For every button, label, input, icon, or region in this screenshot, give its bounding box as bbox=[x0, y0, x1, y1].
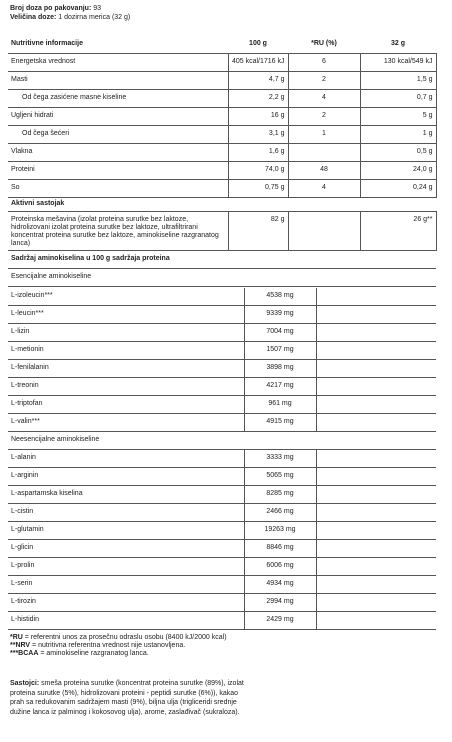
amino-acid-name: L-izoleucin*** bbox=[8, 288, 244, 306]
amino-acid-row bbox=[8, 288, 436, 306]
ingredients bbox=[10, 679, 250, 717]
amino-acid-row bbox=[8, 414, 436, 432]
nutrition-table bbox=[8, 36, 437, 287]
amino-acid-empty-cell bbox=[316, 378, 436, 396]
nutrient-32g-value: 1 g bbox=[360, 126, 436, 144]
footnote-ru-text: = referentni unos za prosečnu odraslu osobu (8400 kJ/2000 kcal) bbox=[22, 634, 227, 641]
amino-acid-value: 2994 mg bbox=[244, 594, 316, 612]
amino-acid-empty-cell bbox=[316, 576, 436, 594]
footnote-nrv bbox=[10, 642, 310, 650]
amino-acid-name: L-lizin bbox=[8, 324, 244, 342]
nutrient-32g-value: 1,5 g bbox=[360, 72, 436, 90]
serving-info bbox=[10, 5, 430, 23]
servings-value: 93 bbox=[93, 5, 102, 12]
active-ingredient-label: Proteinska mešavina (izolat proteina surutke bez laktoze, hidrolizovani izolat proteina surutke bez laktoze, ultrafiltrirani koncentrat proteina surutke bez laktoze, aminokiseline razgranatog lanca) bbox=[8, 212, 228, 251]
footnote-bcaa bbox=[10, 650, 310, 658]
amino-acid-name: L-alanin bbox=[8, 450, 244, 468]
nutrient-label: Vlakna bbox=[8, 144, 228, 162]
amino-acid-value: 19263 mg bbox=[244, 522, 316, 540]
amino-acid-value: 1507 mg bbox=[244, 342, 316, 360]
nutrient-ru-value: 4 bbox=[288, 90, 360, 108]
amino-acid-value: 6006 mg bbox=[244, 558, 316, 576]
amino-acid-name: L-glutamin bbox=[8, 522, 244, 540]
serving-size-label: Veličina doze: bbox=[10, 14, 57, 21]
footnote-nrv-key: **NRV bbox=[10, 642, 31, 649]
nutrient-label: Od čega zasićene masne kiseline bbox=[8, 90, 228, 108]
amino-content-header-row bbox=[8, 251, 436, 269]
nutrient-100g-value: 74,0 g bbox=[228, 162, 288, 180]
nutrition-header-row bbox=[8, 36, 436, 54]
amino-acid-value: 4217 mg bbox=[244, 378, 316, 396]
amino-acid-empty-cell bbox=[316, 540, 436, 558]
amino-acid-value: 4934 mg bbox=[244, 576, 316, 594]
amino-acid-row bbox=[8, 558, 436, 576]
amino-acid-row bbox=[8, 324, 436, 342]
nonessential-group-row bbox=[8, 432, 436, 450]
amino-acid-empty-cell bbox=[316, 468, 436, 486]
amino-acid-value: 3333 mg bbox=[244, 450, 316, 468]
amino-content-header: Sadržaj aminokiselina u 100 g sadržaja proteina bbox=[8, 251, 436, 269]
amino-acid-row bbox=[8, 306, 436, 324]
amino-acid-name: L-triptofan bbox=[8, 396, 244, 414]
nutrient-32g-value: 0,7 g bbox=[360, 90, 436, 108]
amino-acid-empty-cell bbox=[316, 306, 436, 324]
nutrient-32g-value: 24,0 g bbox=[360, 162, 436, 180]
active-ingredient-100g: 82 g bbox=[228, 212, 288, 251]
amino-acid-table bbox=[8, 288, 436, 630]
amino-acid-value: 4915 mg bbox=[244, 414, 316, 432]
amino-acid-name: L-leucin*** bbox=[8, 306, 244, 324]
serving-size-value: 1 dozirna merica (32 g) bbox=[58, 14, 131, 21]
footnote-ru-key: *RU bbox=[10, 634, 23, 641]
amino-acid-row bbox=[8, 486, 436, 504]
amino-acid-row bbox=[8, 576, 436, 594]
amino-acid-value: 961 mg bbox=[244, 396, 316, 414]
amino-acid-empty-cell bbox=[316, 504, 436, 522]
nutrient-32g-value: 0,24 g bbox=[360, 180, 436, 198]
serving-size bbox=[10, 14, 430, 23]
amino-acid-value: 2466 mg bbox=[244, 504, 316, 522]
amino-acid-name: L-prolin bbox=[8, 558, 244, 576]
nutrition-row bbox=[8, 72, 436, 90]
nonessential-group-header: Neesencijalne aminokiseline bbox=[8, 432, 436, 450]
nutrition-row bbox=[8, 144, 436, 162]
amino-acid-empty-cell bbox=[316, 396, 436, 414]
amino-acid-name: L-treonin bbox=[8, 378, 244, 396]
nutrient-ru-value: 2 bbox=[288, 72, 360, 90]
amino-acid-row bbox=[8, 612, 436, 630]
essential-group-header: Esencijalne aminokiseline bbox=[8, 269, 436, 287]
amino-acid-row bbox=[8, 378, 436, 396]
nutrition-row bbox=[8, 180, 436, 198]
amino-acid-row bbox=[8, 342, 436, 360]
active-ingredient-32g: 26 g** bbox=[360, 212, 436, 251]
nutrient-label: Masti bbox=[8, 72, 228, 90]
nutrient-32g-value: 0,5 g bbox=[360, 144, 436, 162]
amino-acid-empty-cell bbox=[316, 522, 436, 540]
amino-acid-row bbox=[8, 396, 436, 414]
nutrient-100g-value: 405 kcal/1716 kJ bbox=[228, 54, 288, 72]
amino-acid-name: L-metionin bbox=[8, 342, 244, 360]
essential-group-row bbox=[8, 269, 436, 287]
nutrient-ru-value: 6 bbox=[288, 54, 360, 72]
amino-acid-empty-cell bbox=[316, 486, 436, 504]
amino-acid-value: 3898 mg bbox=[244, 360, 316, 378]
amino-acid-row bbox=[8, 468, 436, 486]
footnote-nrv-text: = nutritivna referentna vrednost nije ustanovljena. bbox=[30, 642, 186, 649]
nutrition-row bbox=[8, 162, 436, 180]
amino-acid-name: L-arginin bbox=[8, 468, 244, 486]
footnote-ru bbox=[10, 634, 310, 642]
nutrition-header-label: Nutritivne informacije bbox=[8, 36, 228, 54]
amino-acid-empty-cell bbox=[316, 414, 436, 432]
nutrient-ru-value: 2 bbox=[288, 108, 360, 126]
nutrient-100g-value: 2,2 g bbox=[228, 90, 288, 108]
ingredients-text: smeša proteina surutke (koncentrat proteina surutke (89%), izolat proteina surutke (5%), hidrolizovani proteini - peptidi surutke (6%)), kakao prah sa redukovanim sadržajem masti (9%), biljna ulja (trigliceridi srednje dužine lanca iz palminog i kokosovog ulja), arome, zaslađivač (sukraloza). bbox=[10, 680, 244, 716]
amino-acid-row bbox=[8, 594, 436, 612]
amino-acid-value: 8285 mg bbox=[244, 486, 316, 504]
active-ingredient-ru bbox=[288, 212, 360, 251]
amino-acid-empty-cell bbox=[316, 288, 436, 306]
col-ru-header: *RU (%) bbox=[288, 36, 360, 54]
amino-acid-value: 7004 mg bbox=[244, 324, 316, 342]
amino-acid-row bbox=[8, 450, 436, 468]
amino-acid-value: 8846 mg bbox=[244, 540, 316, 558]
nutrient-label: Ugljeni hidrati bbox=[8, 108, 228, 126]
col-32g-header: 32 g bbox=[360, 36, 436, 54]
nutrient-100g-value: 3,1 g bbox=[228, 126, 288, 144]
active-ingredient-row bbox=[8, 212, 436, 251]
amino-acid-name: L-tirozin bbox=[8, 594, 244, 612]
amino-acid-row bbox=[8, 540, 436, 558]
nutrient-ru-value bbox=[288, 144, 360, 162]
amino-acid-name: L-histidin bbox=[8, 612, 244, 630]
amino-acid-empty-cell bbox=[316, 360, 436, 378]
nutrient-32g-value: 130 kcal/549 kJ bbox=[360, 54, 436, 72]
ingredients-label: Sastojci: bbox=[10, 680, 40, 687]
nutrient-ru-value: 4 bbox=[288, 180, 360, 198]
amino-acid-value: 9339 mg bbox=[244, 306, 316, 324]
amino-acid-row bbox=[8, 504, 436, 522]
amino-acid-name: L-serin bbox=[8, 576, 244, 594]
nutrient-ru-value: 48 bbox=[288, 162, 360, 180]
amino-acid-name: L-valin*** bbox=[8, 414, 244, 432]
amino-acid-name: L-cistin bbox=[8, 504, 244, 522]
nutrition-row bbox=[8, 54, 436, 72]
nutrient-label: Proteini bbox=[8, 162, 228, 180]
amino-acid-value: 5065 mg bbox=[244, 468, 316, 486]
amino-acid-name: L-glicin bbox=[8, 540, 244, 558]
nutrient-32g-value: 5 g bbox=[360, 108, 436, 126]
amino-acid-row bbox=[8, 522, 436, 540]
amino-acid-value: 2429 mg bbox=[244, 612, 316, 630]
col-100g-header: 100 g bbox=[228, 36, 288, 54]
nutrient-ru-value: 1 bbox=[288, 126, 360, 144]
footnote-bcaa-key: ***BCAA bbox=[10, 650, 39, 657]
amino-acid-empty-cell bbox=[316, 594, 436, 612]
nutrient-100g-value: 16 g bbox=[228, 108, 288, 126]
amino-acid-empty-cell bbox=[316, 558, 436, 576]
amino-acid-empty-cell bbox=[316, 450, 436, 468]
servings-label: Broj doza po pakovanju: bbox=[10, 5, 92, 12]
nutrient-label: Od čega šećeri bbox=[8, 126, 228, 144]
active-ingredient-header-row bbox=[8, 198, 436, 212]
footnote-bcaa-text: = aminokiseline razgranatog lanca. bbox=[38, 650, 149, 657]
nutrient-label: Energetska vrednost bbox=[8, 54, 228, 72]
nutrient-100g-value: 1,6 g bbox=[228, 144, 288, 162]
nutrition-row bbox=[8, 108, 436, 126]
amino-acid-empty-cell bbox=[316, 324, 436, 342]
nutrient-100g-value: 4,7 g bbox=[228, 72, 288, 90]
amino-acid-empty-cell bbox=[316, 612, 436, 630]
nutrient-100g-value: 0,75 g bbox=[228, 180, 288, 198]
amino-acid-empty-cell bbox=[316, 342, 436, 360]
nutrient-label: So bbox=[8, 180, 228, 198]
footnotes bbox=[10, 634, 310, 658]
nutrition-row bbox=[8, 90, 436, 108]
amino-acid-value: 4538 mg bbox=[244, 288, 316, 306]
active-ingredient-header: Aktivni sastojak bbox=[8, 198, 436, 212]
amino-acid-row bbox=[8, 360, 436, 378]
servings-per-package bbox=[10, 5, 430, 14]
amino-acid-name: L-fenilalanin bbox=[8, 360, 244, 378]
nutrition-row bbox=[8, 126, 436, 144]
amino-acid-name: L-aspartamska kiselina bbox=[8, 486, 244, 504]
